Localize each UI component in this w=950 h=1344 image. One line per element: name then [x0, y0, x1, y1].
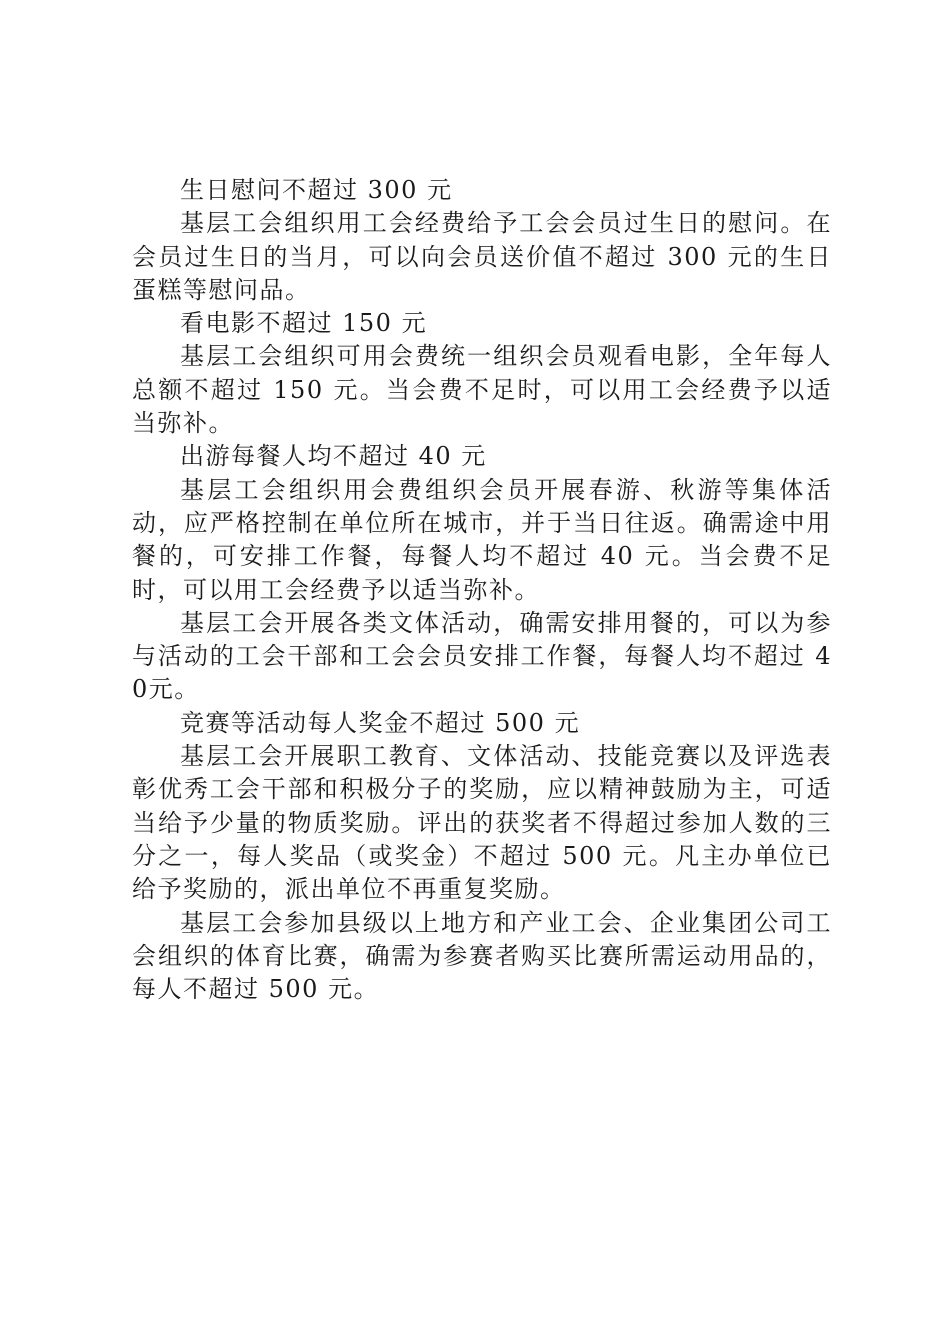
paragraph-outing: 基层工会组织用会费组织会员开展春游、秋游等集体活动，应严格控制在单位所在城市，并于当日往返。确需途中用餐的，可安排工作餐，每餐人均不超过 40 元。当会费不足时，可以用工会经费予以适当弥补。	[132, 475, 832, 604]
section-heading-birthday: 生日慰问不超过 300 元	[180, 176, 453, 204]
paragraph-competition: 基层工会开展职工教育、文体活动、技能竞赛以及评选表彰优秀工会干部和积极分子的奖励，应以精神鼓励为主，可适当给予少量的物质奖励。评出的获奖者不得超过参加人数的三分之一，每人奖品（或奖金）不超过 500 元。凡主办单位已给予奖励的，派出单位不再重复奖励。	[132, 742, 832, 904]
document-body	[132, 174, 832, 1006]
paragraph-activity-meals: 基层工会开展各类文体活动，确需安排用餐的，可以为参与活动的工会干部和工会会员安排工作餐，每餐人均不超过 40元。	[132, 608, 832, 704]
section-heading-competition: 竞赛等活动每人奖金不超过 500 元	[180, 708, 581, 737]
paragraph-sports: 基层工会参加县级以上地方和产业工会、企业集团公司工会组织的体育比赛，确需为参赛者购买比赛所需运动用品的，每人不超过 500 元。	[132, 908, 832, 1004]
paragraph-movie: 基层工会组织可用会费统一组织会员观看电影，全年每人总额不超过 150 元。当会费不足时，可以用工会经费予以适当弥补。	[132, 342, 832, 438]
paragraph-birthday: 基层工会组织用工会经费给予工会会员过生日的慰问。在会员过生日的当月，可以向会员送价值不超过 300 元的生日蛋糕等慰问品。	[132, 209, 832, 304]
section-heading-outing: 出游每餐人均不超过 40 元	[180, 442, 487, 471]
section-heading-movie: 看电影不超过 150 元	[180, 309, 428, 338]
